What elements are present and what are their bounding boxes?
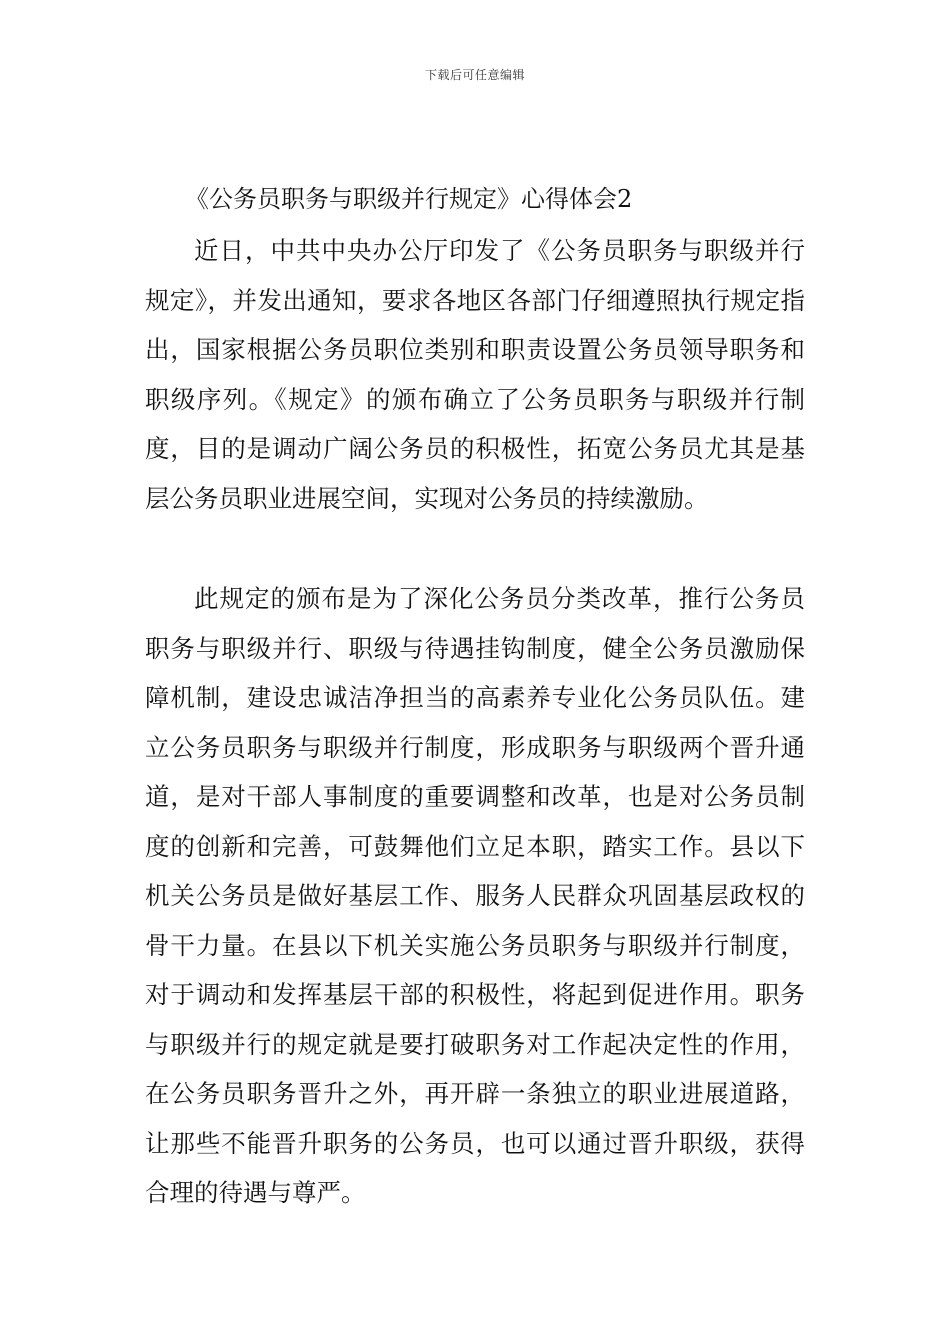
paragraph-1: 近日，中共中央办公厅印发了《公务员职务与职级并行规定》，并发出通知，要求各地区各部门仔细遵照执行规定指出，国家根据公务员职位类别和职责设置公务员领导职务和职级序列。《规定》的颁布确立了公务员职务与职级并行制度，目的是调动广阔公务员的积极性，拓宽公务员尤其是基层公务员职业进展空间，实现对公务员的持续激励。	[145, 236, 805, 513]
header-note: 下载后可任意编辑	[424, 68, 525, 82]
document-title: 《公务员职务与职级并行规定》心得体会2	[185, 185, 633, 213]
paragraph-2: 此规定的颁布是为了深化公务员分类改革，推行公务员职务与职级并行、职级与待遇挂钩制度，健全公务员激励保障机制，建设忠诚洁净担当的高素养专业化公务员队伍。建立公务员职务与职级并行制度，形成职务与职级两个晋升通道，是对干部人事制度的重要调整和改革，也是对公务员制度的创新和完善，可鼓舞他们立足本职，踏实工作。县以下机关公务员是做好基层工作、服务人民群众巩固基层政权的骨干力量。在县以下机关实施公务员职务与职级并行制度，对于调动和发挥基层干部的积极性，将起到促进作用。职务与职级并行的规定就是要打破职务对工作起决定性的作用，在公务员职务晋升之外，再开辟一条独立的职业进展道路，让那些不能晋升职务的公务员，也可以通过晋升职级，获得合理的待遇与尊严。	[145, 584, 805, 1207]
